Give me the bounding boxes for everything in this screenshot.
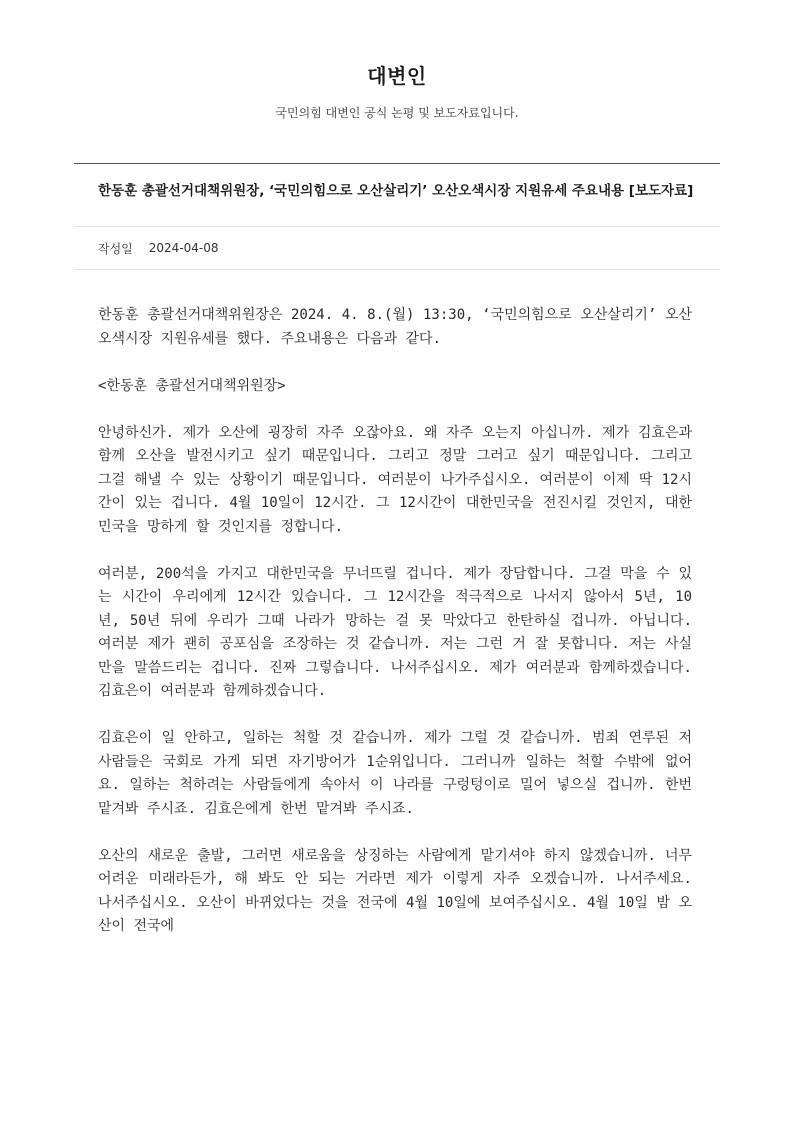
article-paragraph: 김효은이 일 안하고, 일하는 척할 것 같습니까. 제가 그럴 것 같습니까. 범죄 연루된 저 사람들은 국회로 가게 되면 자기방어가 1순위입니다. 그러니까 일하는 척할 수밖에 없어요. 일하는 척하려는 사람들에게 속아서 이 나라를 구렁텅이로 밀어 넣으실 겁니까. 한번 맡겨봐 주시죠. 김효은에게 한번 맡겨봐 주시죠. [98,730,692,817]
article-body [74,270,720,939]
article [74,163,720,962]
site-header [0,0,794,121]
site-title: 대변인 [367,64,427,88]
date-label: 작성일 [98,241,133,256]
article-paragraph: 여러분, 200석을 가지고 대한민국을 무너뜨릴 겁니다. 제가 장담합니다. 그걸 막을 수 있는 시간이 우리에게 12시간 있습니다. 그 12시간을 적극적으로 나서지 않아서 5년, 10년, 50년 뒤에 우리가 그때 나라가 망하는 걸 못 막았다고 한탄하실 겁니까. 아닙니다. 여러분 제가 괜히 공포심을 조장하는 것 같습니까. 저는 그런 거 잘 못합니다. 저는 사실만을 말씀드리는 겁니다. 진짜 그렇습니다. 나서주십시오. 제가 여러분과 함께하겠습니다. 김효은이 여러분과 함께하겠습니다. [98,565,692,699]
site-subtitle: 국민의힘 대변인 공식 논평 및 보도자료입니다. [275,106,519,120]
article-meta [74,227,720,269]
article-paragraph: 오산의 새로운 출발, 그러면 새로움을 상징하는 사람에게 맡기셔야 하지 않겠습니까. 너무 어려운 미래라든가, 해 봐도 안 되는 거라면 제가 이렇게 자주 오겠습니까. 나서주세요. 나서주십시오. 오산이 바뀌었다는 것을 전국에 4월 10일에 보여주십시오. 4월 10일 밤 오산이 전국에 [98,847,692,934]
article-paragraph: <한동훈 총괄선거대책위원장> [98,377,286,394]
date-value: 2024-04-08 [148,241,219,255]
article-paragraph: 안녕하신가. 제가 오산에 굉장히 자주 오잖아요. 왜 자주 오는지 아십니까. 제가 김효은과 함께 오산을 발전시키고 싶기 때문입니다. 그리고 정말 그러고 싶기 때문입니다. 그리고 그걸 해낼 수 있는 상황이기 때문입니다. 여러분이 나가주십시오. 여러분이 이제 딱 12시간이 있는 겁니다. 4월 10일이 12시간. 그 12시간이 대한민국을 전진시킬 것인지, 대한민국을 망하게 할 것인지를 정합니다. [98,424,692,535]
article-title: 한동훈 총괄선거대책위원장, ‘국민의힘으로 오산살리기’ 오산오색시장 지원유세 주요내용 [보도자료] [98,183,694,199]
article-paragraph: 한동훈 총괄선거대책위원장은 2024. 4. 8.(월) 13:30, ‘국민의힘으로 오산살리기’ 오산오색시장 지원유세를 했다. 주요내용은 다음과 같다. [98,307,692,347]
